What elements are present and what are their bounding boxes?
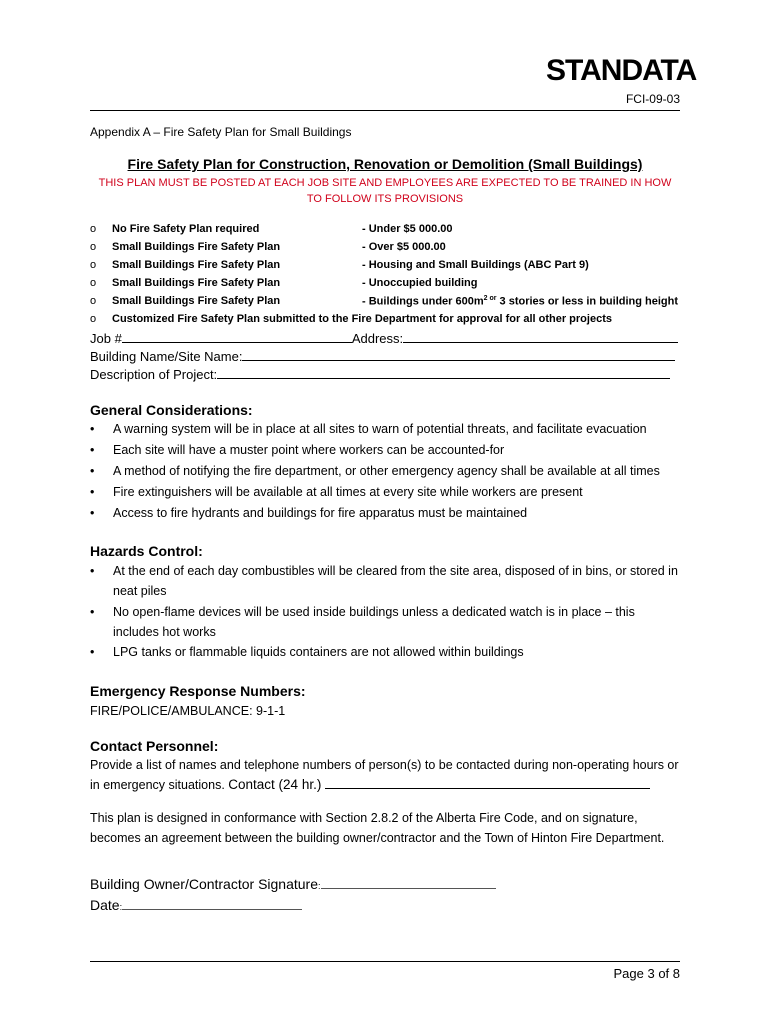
job-address-row bbox=[90, 330, 678, 346]
option-bullet: o bbox=[90, 259, 97, 271]
option-condition: - Unoccupied building bbox=[362, 277, 478, 289]
bullet-icon: • bbox=[90, 645, 95, 659]
bullet-icon: • bbox=[90, 564, 95, 578]
general-heading: General Considerations: bbox=[90, 402, 253, 418]
contact-field[interactable] bbox=[325, 776, 650, 789]
option-under-600[interactable] bbox=[90, 295, 679, 313]
option-label: Customized Fire Safety Plan submitted to the Fire Department for approval for all other projects bbox=[112, 313, 612, 325]
option-label: Small Buildings Fire Safety Plan bbox=[112, 277, 281, 289]
bullet-icon: • bbox=[90, 485, 95, 499]
option-bullet: o bbox=[90, 277, 97, 289]
option-label: No Fire Safety Plan required bbox=[112, 223, 260, 235]
header-divider bbox=[90, 110, 680, 111]
option-over-5000[interactable] bbox=[90, 241, 446, 259]
owner-signature-field[interactable] bbox=[321, 878, 496, 889]
option-bullet: o bbox=[90, 295, 97, 307]
owner-signature-label: Building Owner/Contractor Signature bbox=[90, 876, 319, 892]
date-row: Date: bbox=[90, 897, 302, 913]
option-bullet: o bbox=[90, 223, 97, 235]
bullet-icon: • bbox=[90, 464, 95, 478]
conformance-statement: This plan is designed in conformance with Section 2.8.2 of the Alberta Fire Code, and on signature, becomes an agreement between the building owner/contractor and the Town of Hinton Fire Department. bbox=[90, 811, 665, 845]
date-field[interactable] bbox=[122, 899, 302, 910]
option-no-plan[interactable] bbox=[90, 223, 453, 241]
appendix-title: Appendix A – Fire Safety Plan for Small Buildings bbox=[90, 125, 352, 139]
address-field[interactable] bbox=[403, 330, 678, 343]
contact-heading: Contact Personnel: bbox=[90, 738, 219, 754]
building-name-field[interactable] bbox=[242, 348, 675, 361]
building-label: Building Name/Site Name: bbox=[90, 349, 243, 364]
option-unoccupied[interactable] bbox=[90, 277, 478, 295]
option-bullet: o bbox=[90, 313, 97, 325]
job-number-field[interactable] bbox=[122, 330, 352, 343]
footer-divider bbox=[90, 961, 680, 962]
option-bullet: o bbox=[90, 241, 97, 253]
emergency-numbers: FIRE/POLICE/AMBULANCE: 9-1-1 bbox=[90, 704, 286, 718]
posting-warning: THIS PLAN MUST BE POSTED AT EACH JOB SITE AND EMPLOYEES ARE EXPECTED TO BE TRAINED IN HOW TO FOLLOW ITS PROVISIONS bbox=[98, 177, 672, 205]
bullet-icon: • bbox=[90, 422, 95, 436]
option-label: Small Buildings Fire Safety Plan bbox=[112, 241, 281, 253]
bullet-icon: • bbox=[90, 605, 95, 619]
contact-label: Contact (24 hr.) bbox=[228, 777, 322, 792]
description-row bbox=[90, 366, 670, 382]
page-number: Page 3 of 8 bbox=[613, 966, 680, 981]
page-title: Fire Safety Plan for Construction, Renovation or Demolition (Small Buildings) bbox=[127, 156, 643, 172]
option-condition: - Over $5 000.00 bbox=[362, 241, 446, 253]
option-condition: - Under $5 000.00 bbox=[362, 223, 453, 235]
owner-signature-row: Building Owner/Contractor Signature: bbox=[90, 876, 496, 892]
bullet-icon: • bbox=[90, 443, 95, 457]
document-number: FCI-09-03 bbox=[625, 92, 680, 106]
description-field[interactable] bbox=[217, 366, 670, 379]
option-label: Small Buildings Fire Safety Plan bbox=[112, 259, 281, 271]
building-row bbox=[90, 348, 675, 364]
hazards-heading: Hazards Control: bbox=[90, 543, 203, 559]
contact-instructions: Provide a list of names and telephone numbers of person(s) to be contacted during non-operating hours or in emergency situations. Contact (24 hr.) bbox=[90, 758, 679, 792]
date-label: Date bbox=[90, 897, 120, 913]
address-label: Address: bbox=[351, 331, 404, 346]
standata-logo bbox=[546, 52, 697, 87]
option-label: Small Buildings Fire Safety Plan bbox=[112, 295, 281, 307]
option-condition: - Housing and Small Buildings (ABC Part 9) bbox=[362, 259, 589, 271]
bullet-icon: • bbox=[90, 506, 95, 520]
option-customized[interactable] bbox=[90, 313, 612, 331]
emergency-heading: Emergency Response Numbers: bbox=[90, 683, 306, 699]
logo-text: STANDATA bbox=[546, 54, 697, 87]
option-condition: - Buildings under $600m^{2 or}$ 3 stories or less in building height bbox=[362, 295, 679, 308]
option-housing[interactable] bbox=[90, 259, 589, 277]
description-label: Description of Project: bbox=[90, 367, 218, 382]
job-label: Job # bbox=[90, 331, 122, 346]
